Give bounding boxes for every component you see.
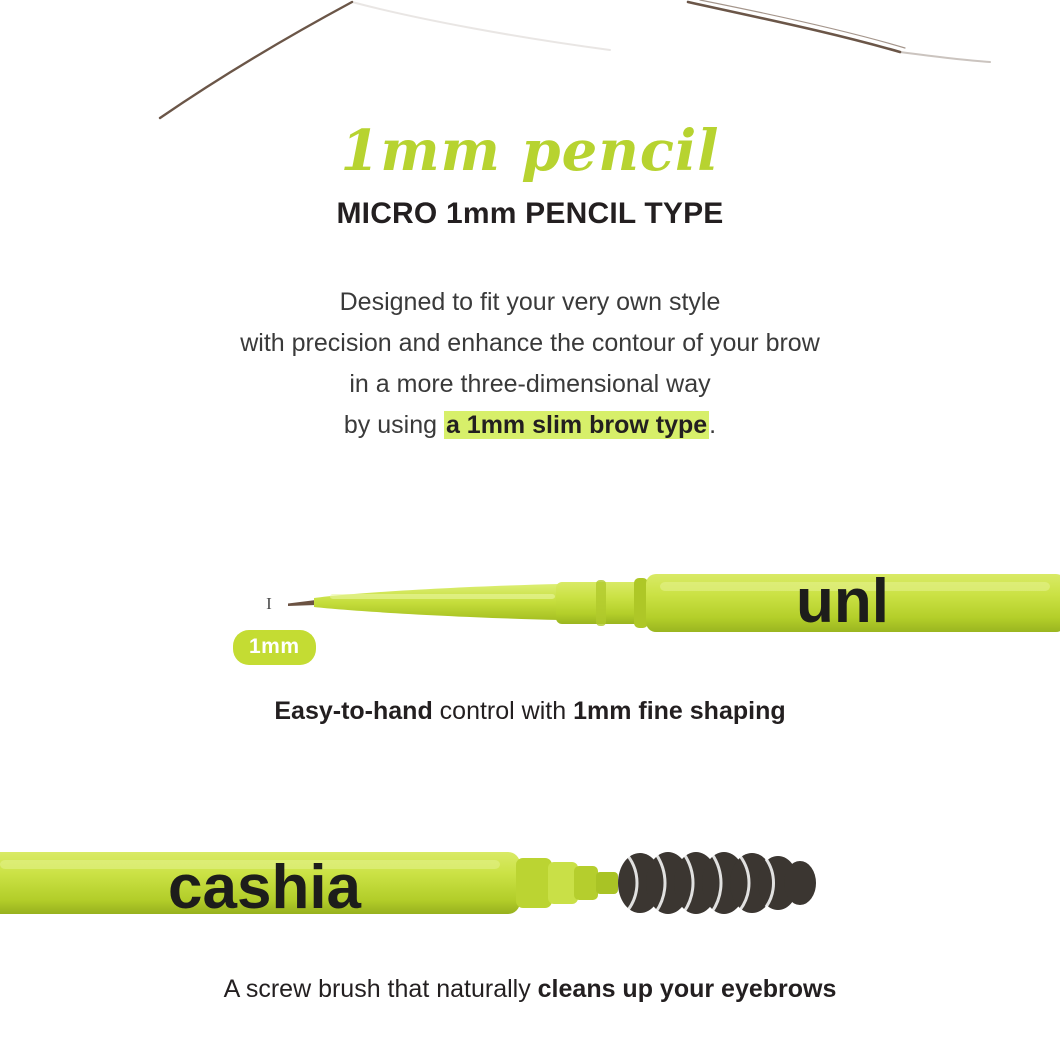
brush-caption-bold: cleans up your eyebrows [537, 975, 837, 1003]
brush-product-illustration [0, 830, 1060, 950]
description-line-4 [0, 405, 1060, 446]
svg-text:unl: unl [796, 567, 889, 636]
description-line-4-suffix: . [709, 411, 717, 439]
brush-caption [0, 975, 1060, 1004]
highlighted-phrase: a 1mm slim brow type [445, 411, 708, 439]
pencil-caption-bold-1: Easy-to-hand [274, 697, 433, 725]
description-line-3: in a more three-dimensional way [349, 370, 711, 398]
tip-measure-marker: I [266, 594, 272, 613]
badge-1mm: 1mm [233, 630, 316, 665]
pencil-caption-bold-2: 1mm fine shaping [573, 697, 786, 725]
brush-caption-plain: A screw brush that naturally [223, 975, 538, 1003]
decorative-hair-strands [0, 0, 1060, 130]
description-line-2: with precision and enhance the contour of your brow [240, 329, 820, 357]
page-subtitle: MICRO 1mm PENCIL TYPE [336, 197, 724, 230]
description-line-1: Designed to fit your very own style [339, 288, 721, 316]
svg-text:cashia: cashia [168, 853, 362, 922]
page-title: 1mm pencil [340, 118, 720, 184]
pencil-caption-plain: control with [432, 697, 574, 725]
description-line-4-prefix: by using [343, 411, 444, 439]
pencil-caption [0, 697, 1060, 726]
pencil-product-illustration [0, 560, 1060, 670]
description-paragraph [0, 282, 1060, 446]
